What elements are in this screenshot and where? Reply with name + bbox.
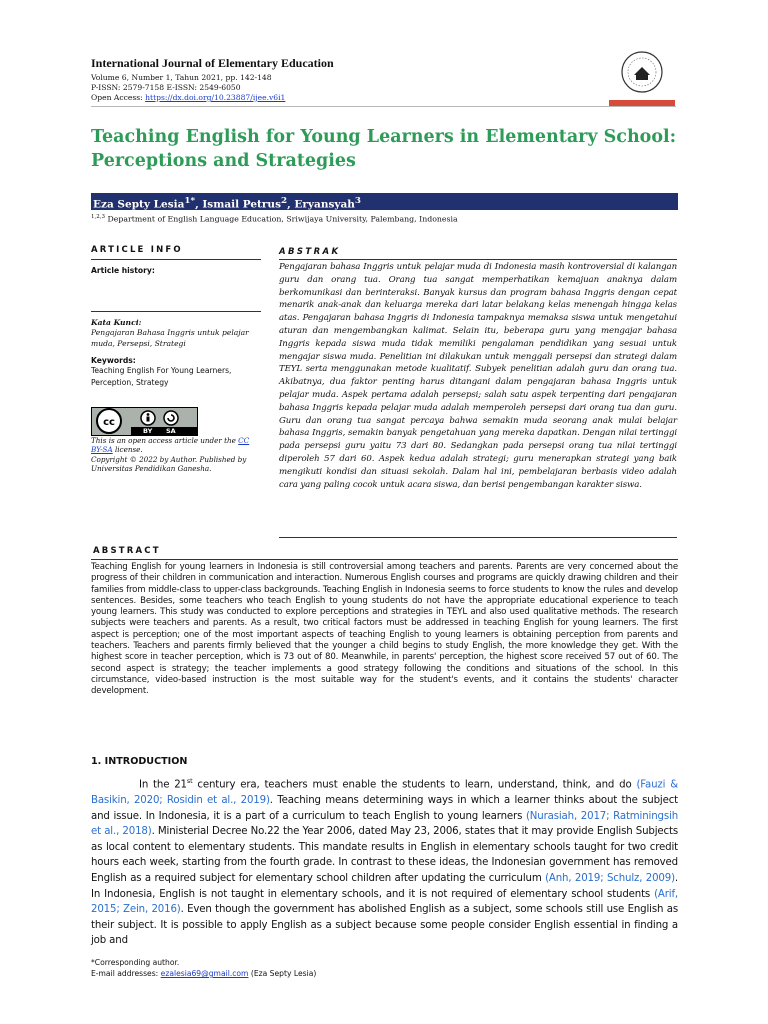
abstract-rule (91, 559, 678, 560)
intro-text-4: . Ministerial Decree No.22 the Year 2006, dated May 23, 2006, states that it may provide English Subjects as local content to elementary students. This mandate results in English in elementary schools taught for two credit hours each week, starting from the fourth grade. In contrast to these ideas, the Indonesian government has removed English as a required subject for elementary school children after updating the curriculum (91, 826, 678, 884)
kata-kunci-label: Kata Kunci: (91, 318, 142, 327)
journal-logo (609, 44, 675, 107)
citation-fauzi[interactable]: (Fauzi & Basikin, 2020; Rosidin et al., 2019) (91, 779, 678, 806)
cc-note-end: license. (112, 445, 143, 455)
citation-anh[interactable]: (Anh, 2019; Schulz, 2009) (545, 872, 675, 884)
author-2: , Ismail Petrus (195, 198, 281, 211)
keywords-label: Keywords: (91, 356, 136, 365)
affiliation-text: Department of English Language Education, Sriwijaya University, Palembang, Indonesia (105, 214, 458, 224)
intro-text-5: . In Indonesia, English is not taught in elementary schools, and it is not required of elementary school students (91, 872, 678, 900)
journal-title: International Journal of Elementary Education (91, 56, 334, 70)
issn-info: P-ISSN: 2579-7158 E-ISSN: 2549-6050 (91, 83, 241, 92)
abstract-section (91, 546, 678, 698)
citation-arif[interactable]: (Arif, 2015; Zein, 2016) (91, 888, 678, 916)
cc-license-link[interactable]: CC BY-SA (91, 436, 250, 455)
introduction-heading: 1. INTRODUCTION (91, 756, 188, 767)
author-3: , Eryansyah (287, 198, 355, 211)
journal-seal-icon (609, 44, 675, 100)
paper-title: Teaching English for Young Learners in Elementary School: Perceptions and Strategies (91, 127, 677, 171)
abstrak-top-rule (279, 259, 677, 260)
abstract-heading: ABSTRACT (93, 546, 161, 556)
author-3-sup: 3 (354, 196, 362, 206)
email-author-name: (Eza Septy Lesia) (248, 969, 317, 978)
author-1: Eza Septy Lesia (93, 198, 185, 211)
introduction-paragraph (91, 774, 678, 949)
abstrak-bottom-rule (279, 537, 677, 538)
article-info-column (91, 245, 261, 474)
author-bar (91, 193, 678, 210)
volume-info: Volume 6, Number 1, Tahun 2021, pp. 142-148 (91, 73, 272, 82)
intro-sup-st: st (186, 777, 193, 785)
cc-sa-label: SA (166, 427, 176, 435)
cc-note-text: This is an open access article under the (91, 436, 239, 445)
abstract-text: Teaching English for young learners in Indonesia is still controversial among teachers and parents. Parents are very concerned about the progress of their children in communication and interaction. Numerous English courses and programs are quickly drawing children and their families from middle-class to upper-class backgrounds. Teaching English in Indonesia seems to force students to know the rules and develop sentences. Besides, some teachers who teach English to young students do not have the appropriate educational experience to teach young learners. This study was conducted to explore perceptions and strategies in TEYL and also used qualitative methods. The research subjects were teachers and parents. As a result, two critical factors must be addressed in teaching English for young learners. The first aspect is perception; one of the most important aspects of teaching English to young learners is obtaining perception from parents and teachers. Teachers and parents firmly believed that the younger a child begins to study English, the more knowledge they get. With the highest score in teacher perception, which is 73 out of 80. Meanwhile, in parents' perception, the highest score received 57 out of 60. The second aspect is strategy; the teacher implements a good strategy following the conditions and situations of the school. In this circumstance, video-based instruction is the most suitable way for the student's events, and it contains the students' character development. (91, 562, 678, 697)
email-label: E-mail addresses: (91, 969, 161, 978)
cc-by-sa-badge (91, 407, 198, 436)
intro-text-1: In the 21 (139, 779, 187, 791)
intro-text-3: . Teaching means determining ways in which a learner thinks about the subject and issue. In Indonesia, it is a part of a curriculum to teach English to young learners (91, 794, 678, 822)
author-email-link[interactable]: ezalesia69@gmail.com (160, 969, 249, 978)
doi-link[interactable]: https://dx.doi.org/10.23887/ijee.v6i1 (145, 93, 286, 102)
affiliation-sup: 1,2,3 (91, 214, 105, 220)
abstrak-column (279, 247, 677, 491)
author-1-sup: 1* (184, 196, 196, 206)
cc-by-label: BY (143, 427, 153, 435)
keywords-text: Teaching English For Young Learners, Perception, Strategy (91, 366, 232, 387)
abstrak-text: Pengajaran bahasa Inggris untuk pelajar muda di Indonesia masih kontroversial di kalangan guru dan orang tua. Orang tua sangat memperhatikan kemajuan anaknya dalam berkomunikasi dan berinteraksi. Banyak kursus dan program bahasa Inggris dengan cepat menarik anak-anak dan keluarga mereka dari latar belakang kelas menengah hingga kelas atas. Pengajaran bahasa Inggris di Indonesia tampaknya memaksa siswa untuk mengetahui aturan dan mengembangkan kalimat. Selain itu, beberapa guru yang mengajar bahasa Inggris kepada siswa muda tidak memiliki pengalaman pendidikan yang sesuai untuk mengajar siswa muda. Penelitian ini dilakukan untuk menggali persepsi dan strategi dalam TEYL serta menggunakan metode kualitatif. Subyek penelitian adalah guru dan orang tua. Akibatnya, dua faktor penting harus ditangani dalam pengajaran bahasa Inggris untuk pelajar muda. Aspek pertama adalah persepsi; salah satu aspek terpenting dari pengajaran bahasa Inggris kepada pelajar muda adalah memperoleh persepsi dari orang tua dan guru. Guru dan orang tua sangat percaya bahwa semakin muda seorang anak mulai belajar bahasa Inggris, semakin banyak pengetahuan yang mereka dapatkan. Dengan nilai tertinggi pada persepsi guru yaitu 73 dari 80. Sedangkan pada persepsi orang tua nilai tertinggi diperoleh 57 dari 60. Aspek kedua adalah strategi; guru menerapkan strategi yang baik mengikuti kondisi dan situasi sekolah. Dalam hal ini, pembelajaran berbasis video adalah cara yang paling cocok untuk acara siswa, dan berisi pengembangan karakter siswa. (279, 262, 677, 490)
intro-text-2: century era, teachers must enable the students to learn, understand, think, and do (192, 779, 637, 791)
footnote (91, 957, 678, 979)
header-divider (91, 106, 676, 107)
open-access-label: Open Access: (91, 93, 146, 102)
open-access-line (91, 93, 591, 103)
article-info-rule (91, 259, 261, 260)
intro-text-6: . Even though the government has abolished English as a subject, some schools still use English as their subject. It is possible to apply English as a subject because some people consider English essential in finding a job and (91, 904, 678, 947)
author-2-sup: 2 (280, 196, 288, 206)
corresponding-author-note: *Corresponding author. (91, 958, 180, 967)
cc-license-note (91, 436, 261, 455)
abstrak-heading: ABSTRAK (279, 247, 341, 257)
article-history-label: Article history: (91, 266, 155, 275)
citation-nurasiah[interactable]: (Nurasiah, 2017; Ratminingsih et al., 2018) (91, 810, 678, 838)
svg-text:cc: cc (103, 417, 115, 428)
journal-header (91, 56, 591, 103)
article-info-heading: ARTICLE INFO (91, 245, 183, 255)
affiliation (91, 214, 678, 224)
kata-kunci-text: Pengajaran Bahasa Inggris untuk pelajar muda, Persepsi, Strategi (91, 328, 249, 348)
history-rule (91, 311, 261, 312)
email-line (91, 968, 678, 979)
copyright-note: Copyright © 2022 by Author. Published by Universitas Pendidikan Ganesha. (91, 454, 247, 474)
